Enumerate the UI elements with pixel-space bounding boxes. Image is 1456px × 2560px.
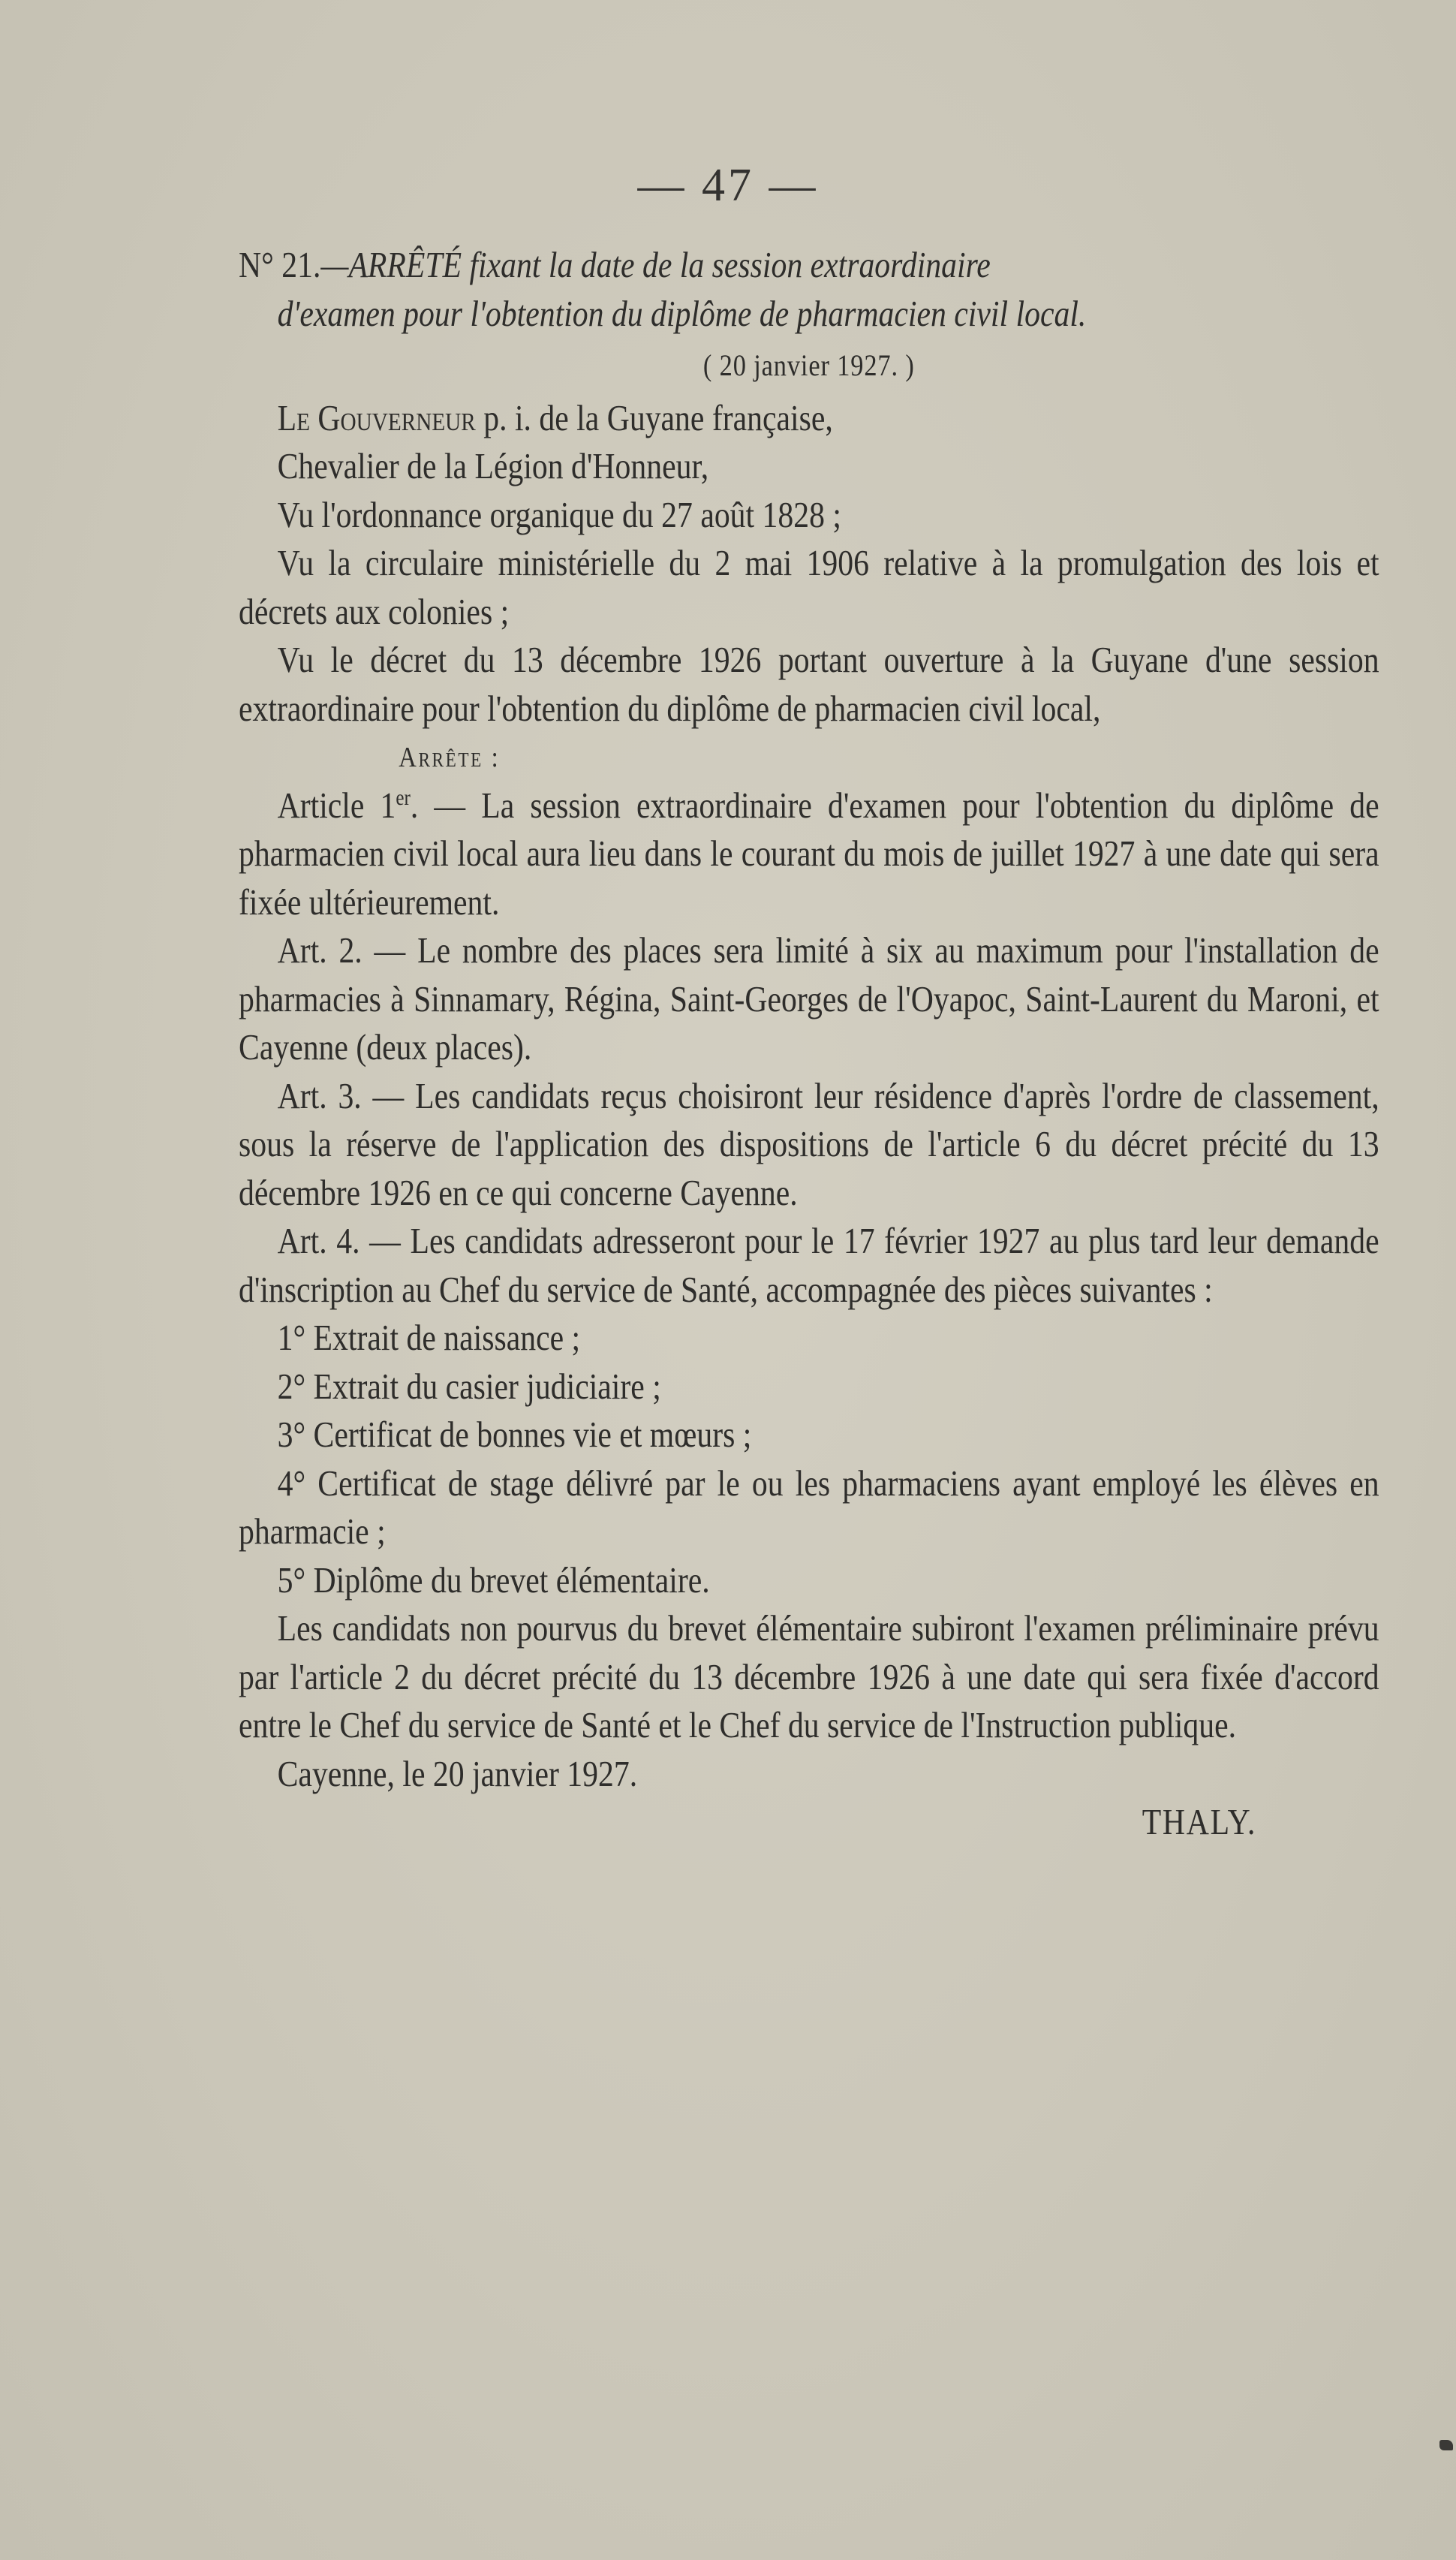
vu-decret: Vu le décret du 13 décembre 1926 portant ouverture à la Guyane d'une session extraordinaire pour l'obtention du diplôme de pharmacien civil local,	[239, 640, 1379, 729]
article-1	[239, 782, 1379, 928]
decree-date: ( 20 janvier 1927. )	[702, 348, 915, 382]
decree-title-line1: —ARRÊTÉ fixant la date de la session extraordinaire	[320, 245, 991, 285]
signature: THALY.	[1142, 1803, 1257, 1842]
vu-circulaire: Vu la circulaire ministérielle du 2 mai 1906 relative à la promulgation des lois et décrets aux colonies ;	[239, 544, 1379, 632]
article-4: Art. 4. — Les candidats adresseront pour le 17 février 1927 au plus tard leur demande d'inscription au Chef du service de Santé, accompagnée des pièces suivantes :	[239, 1221, 1379, 1310]
arrete-label: Arrête :	[399, 742, 501, 773]
list-item: 4° Certificat de stage délivré par le ou les pharmaciens ayant employé les élèves en pharmacie ;	[239, 1463, 1379, 1552]
closing-paragraph: Les candidats non pourvus du brevet élémentaire subiront l'examen préliminaire prévu par l'article 2 du décret précité du 13 décembre 1926 à une date qui sera fixée d'accord entre le Chef du service de Santé et le Chef du service de l'Instruction publique.	[239, 1609, 1379, 1745]
article-2: Art. 2. — Le nombre des places sera limité à six au maximum pour l'installation de pharmacies à Sinnamary, Régina, Saint-Georges de l'Oyapoc, Saint-Laurent du Maroni, et Cayenne (deux places).	[239, 931, 1379, 1068]
vu-ordonnance: Vu l'ordonnance organique du 27 août 1828 ;	[277, 495, 841, 535]
decree-title-line2: d'examen pour l'obtention du diplôme de pharmacien civil local.	[277, 294, 1087, 334]
governor-title: Le Gouverneur	[277, 398, 476, 438]
chevalier-line: Chevalier de la Légion d'Honneur,	[277, 447, 709, 486]
article-1-label: Article 1	[277, 785, 396, 826]
article-1-sup: er	[396, 785, 411, 810]
decree-heading	[239, 242, 1379, 339]
list-item: 1° Extrait de naissance ;	[277, 1318, 581, 1358]
list-item: 2° Extrait du casier judiciaire ;	[277, 1366, 661, 1407]
governor-rest: p. i. de la Guyane française,	[483, 398, 833, 438]
governor-line	[239, 395, 1379, 444]
scan-mark	[1439, 2440, 1453, 2450]
article-1-text: . — La session extraordinaire d'examen pour l'obtention du diplôme de pharmacien civil local aura lieu dans le courant du mois de juillet 1927 à une date qui sera fixée ultérieurement.	[239, 785, 1379, 923]
list-item: 5° Diplôme du brevet élémentaire.	[277, 1560, 710, 1601]
page-number: — 47 —	[637, 160, 819, 211]
list-item: 3° Certificat de bonnes vie et mœurs ;	[277, 1415, 752, 1455]
decree-number: N° 21.	[239, 245, 321, 285]
document-body	[239, 242, 1379, 1848]
place-date: Cayenne, le 20 janvier 1927.	[277, 1754, 638, 1794]
article-3: Art. 3. — Les candidats reçus choisiront leur résidence d'après l'ordre de classement, sous la réserve de l'application des dispositions de l'article 6 du décret précité du 13 décembre 1926 en ce qui concerne Cayenne.	[239, 1076, 1379, 1213]
